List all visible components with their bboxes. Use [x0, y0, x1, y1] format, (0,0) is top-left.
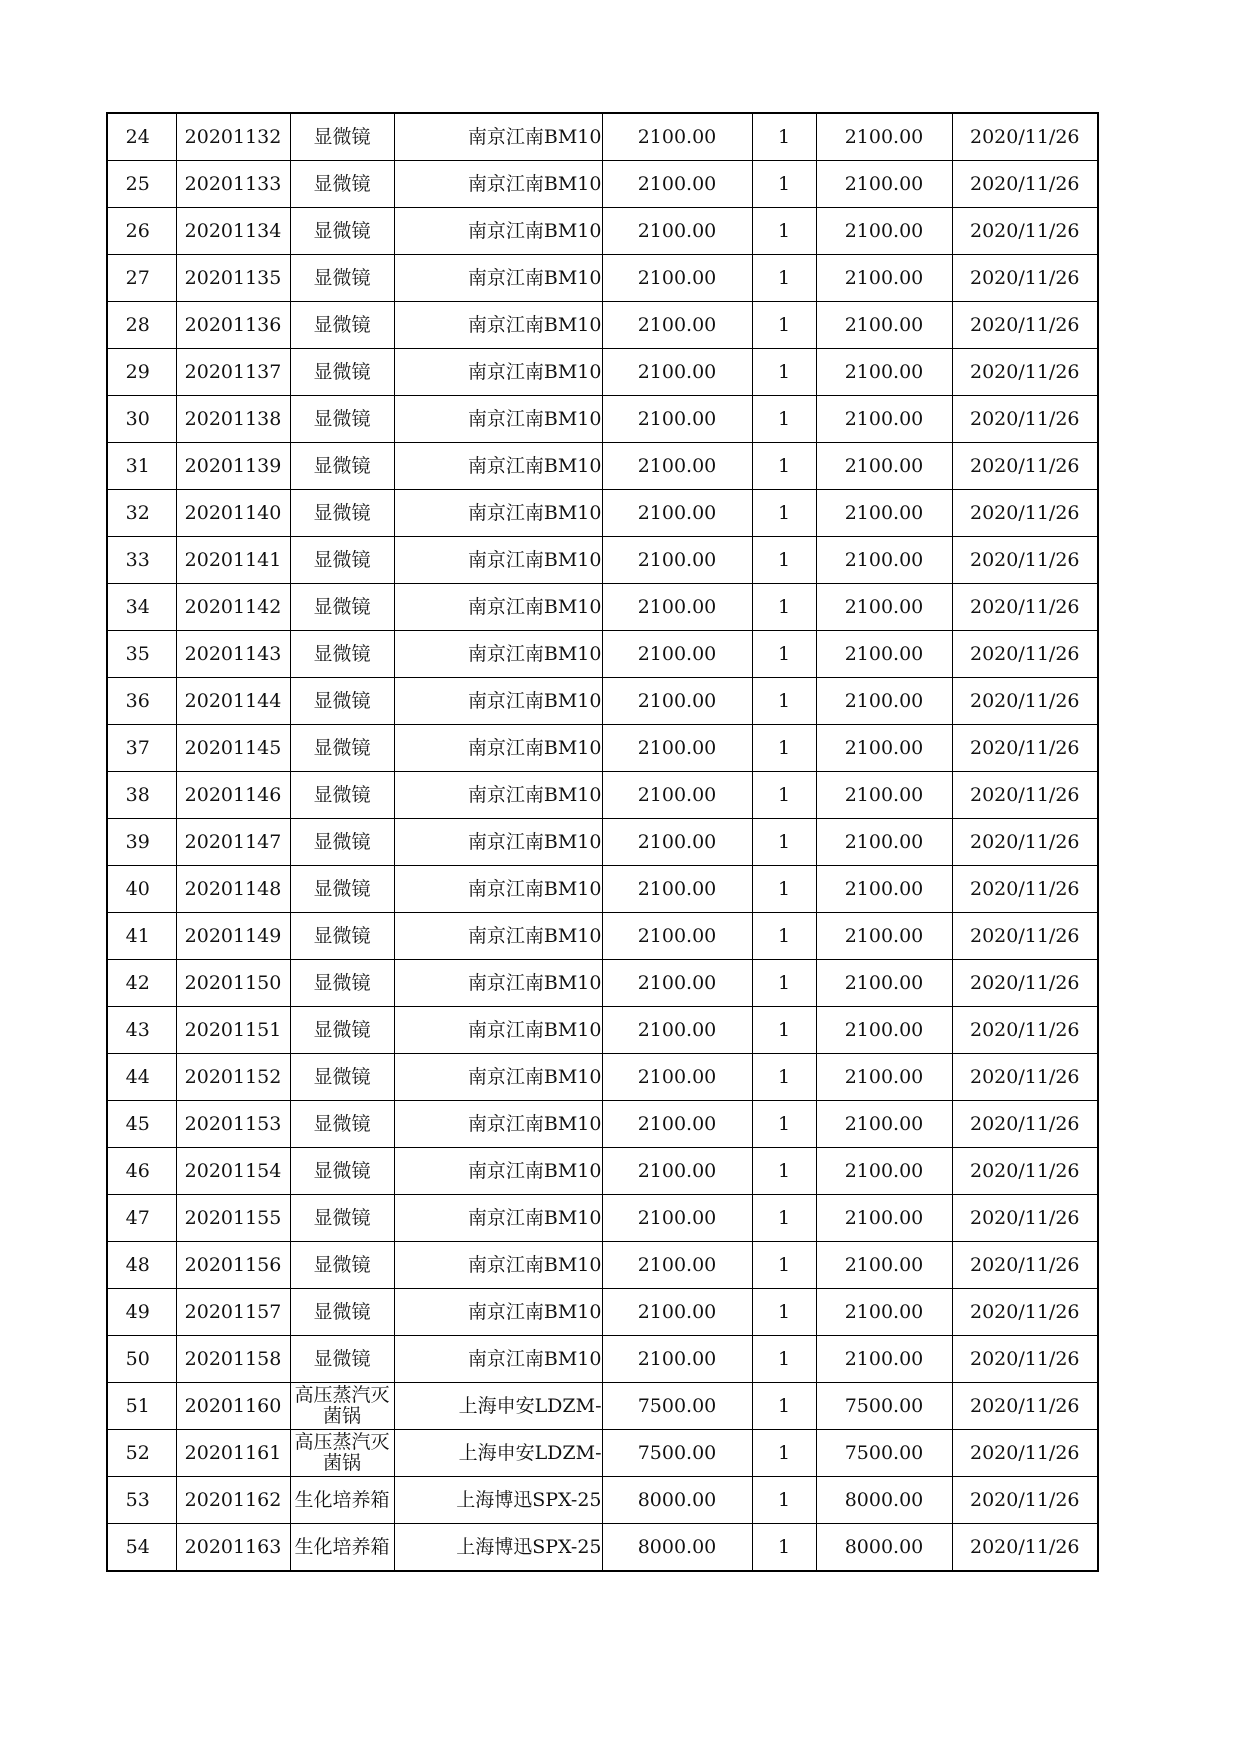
cell-amount: 2100.00	[816, 913, 952, 960]
cell-date: 2020/11/26	[952, 1524, 1098, 1572]
cell-index: 45	[107, 1101, 176, 1148]
table-row	[107, 302, 1098, 349]
cell-amount: 2100.00	[816, 113, 952, 161]
cell-price: 2100.00	[602, 1242, 752, 1289]
cell-code: 20201136	[176, 302, 290, 349]
cell-index: 40	[107, 866, 176, 913]
cell-index: 49	[107, 1289, 176, 1336]
cell-amount: 2100.00	[816, 678, 952, 725]
cell-name: 显微镜	[290, 678, 394, 725]
cell-name: 显微镜	[290, 584, 394, 631]
table-row	[107, 772, 1098, 819]
cell-qty: 1	[752, 349, 816, 396]
cell-price: 2100.00	[602, 960, 752, 1007]
table-row	[107, 866, 1098, 913]
cell-qty: 1	[752, 161, 816, 208]
cell-qty: 1	[752, 819, 816, 866]
cell-amount: 8000.00	[816, 1477, 952, 1524]
cell-date: 2020/11/26	[952, 1383, 1098, 1430]
cell-amount: 2100.00	[816, 208, 952, 255]
table-row	[107, 396, 1098, 443]
cell-qty: 1	[752, 302, 816, 349]
table-row	[107, 537, 1098, 584]
cell-model: 南京江南BM10	[394, 1195, 602, 1242]
table-row	[107, 1289, 1098, 1336]
cell-model: 南京江南BM10	[394, 772, 602, 819]
table-body	[107, 113, 1098, 1571]
cell-amount: 2100.00	[816, 302, 952, 349]
cell-model: 南京江南BM10	[394, 584, 602, 631]
cell-name: 显微镜	[290, 631, 394, 678]
cell-qty: 1	[752, 678, 816, 725]
cell-price: 2100.00	[602, 1054, 752, 1101]
cell-name: 显微镜	[290, 1289, 394, 1336]
cell-code: 20201151	[176, 1007, 290, 1054]
cell-date: 2020/11/26	[952, 161, 1098, 208]
cell-code: 20201150	[176, 960, 290, 1007]
cell-qty: 1	[752, 1477, 816, 1524]
table-row	[107, 1242, 1098, 1289]
cell-amount: 2100.00	[816, 772, 952, 819]
cell-model: 南京江南BM10	[394, 678, 602, 725]
cell-amount: 2100.00	[816, 349, 952, 396]
cell-code: 20201149	[176, 913, 290, 960]
cell-date: 2020/11/26	[952, 678, 1098, 725]
cell-date: 2020/11/26	[952, 1336, 1098, 1383]
cell-name: 显微镜	[290, 1336, 394, 1383]
cell-date: 2020/11/26	[952, 631, 1098, 678]
cell-price: 7500.00	[602, 1383, 752, 1430]
cell-index: 43	[107, 1007, 176, 1054]
cell-model: 南京江南BM10	[394, 396, 602, 443]
cell-amount: 8000.00	[816, 1524, 952, 1572]
cell-date: 2020/11/26	[952, 866, 1098, 913]
cell-code: 20201163	[176, 1524, 290, 1572]
cell-price: 2100.00	[602, 1101, 752, 1148]
cell-qty: 1	[752, 584, 816, 631]
cell-model: 上海申安LDZM-	[394, 1430, 602, 1477]
cell-amount: 2100.00	[816, 443, 952, 490]
cell-index: 53	[107, 1477, 176, 1524]
cell-price: 2100.00	[602, 1195, 752, 1242]
cell-amount: 2100.00	[816, 584, 952, 631]
cell-price: 2100.00	[602, 1148, 752, 1195]
cell-date: 2020/11/26	[952, 1007, 1098, 1054]
cell-name: 显微镜	[290, 396, 394, 443]
cell-price: 2100.00	[602, 1007, 752, 1054]
cell-date: 2020/11/26	[952, 396, 1098, 443]
cell-name: 显微镜	[290, 349, 394, 396]
cell-code: 20201134	[176, 208, 290, 255]
cell-price: 2100.00	[602, 537, 752, 584]
cell-price: 2100.00	[602, 396, 752, 443]
cell-model: 南京江南BM10	[394, 1007, 602, 1054]
cell-amount: 2100.00	[816, 631, 952, 678]
cell-model: 南京江南BM10	[394, 1336, 602, 1383]
cell-code: 20201158	[176, 1336, 290, 1383]
cell-date: 2020/11/26	[952, 725, 1098, 772]
cell-price: 2100.00	[602, 113, 752, 161]
table-row	[107, 725, 1098, 772]
cell-code: 20201132	[176, 113, 290, 161]
cell-amount: 2100.00	[816, 161, 952, 208]
cell-price: 2100.00	[602, 208, 752, 255]
cell-name: 显微镜	[290, 490, 394, 537]
cell-model: 南京江南BM10	[394, 490, 602, 537]
cell-date: 2020/11/26	[952, 913, 1098, 960]
cell-price: 7500.00	[602, 1430, 752, 1477]
cell-qty: 1	[752, 1148, 816, 1195]
cell-name: 显微镜	[290, 208, 394, 255]
cell-model: 上海博迅SPX-25	[394, 1477, 602, 1524]
cell-index: 33	[107, 537, 176, 584]
cell-model: 南京江南BM10	[394, 1289, 602, 1336]
cell-name: 显微镜	[290, 1195, 394, 1242]
cell-code: 20201141	[176, 537, 290, 584]
cell-date: 2020/11/26	[952, 1289, 1098, 1336]
cell-name: 显微镜	[290, 113, 394, 161]
table-row	[107, 490, 1098, 537]
table-row	[107, 161, 1098, 208]
cell-index: 41	[107, 913, 176, 960]
cell-code: 20201142	[176, 584, 290, 631]
cell-amount: 2100.00	[816, 819, 952, 866]
cell-index: 48	[107, 1242, 176, 1289]
table-row	[107, 1101, 1098, 1148]
cell-code: 20201161	[176, 1430, 290, 1477]
cell-date: 2020/11/26	[952, 537, 1098, 584]
cell-model: 南京江南BM10	[394, 819, 602, 866]
cell-code: 20201139	[176, 443, 290, 490]
cell-model: 南京江南BM10	[394, 113, 602, 161]
cell-qty: 1	[752, 913, 816, 960]
cell-date: 2020/11/26	[952, 113, 1098, 161]
cell-name: 显微镜	[290, 443, 394, 490]
table-row	[107, 1007, 1098, 1054]
cell-qty: 1	[752, 1242, 816, 1289]
cell-code: 20201157	[176, 1289, 290, 1336]
table-row	[107, 255, 1098, 302]
cell-index: 42	[107, 960, 176, 1007]
table-row	[107, 960, 1098, 1007]
cell-name: 显微镜	[290, 819, 394, 866]
cell-amount: 7500.00	[816, 1383, 952, 1430]
cell-model: 南京江南BM10	[394, 960, 602, 1007]
table-row	[107, 349, 1098, 396]
cell-name: 生化培养箱	[290, 1524, 394, 1572]
cell-model: 南京江南BM10	[394, 349, 602, 396]
cell-index: 46	[107, 1148, 176, 1195]
cell-code: 20201160	[176, 1383, 290, 1430]
table-row	[107, 113, 1098, 161]
cell-price: 2100.00	[602, 1336, 752, 1383]
cell-model: 南京江南BM10	[394, 443, 602, 490]
cell-model: 南京江南BM10	[394, 1242, 602, 1289]
cell-qty: 1	[752, 537, 816, 584]
cell-date: 2020/11/26	[952, 1054, 1098, 1101]
cell-qty: 1	[752, 443, 816, 490]
cell-qty: 1	[752, 1383, 816, 1430]
cell-index: 30	[107, 396, 176, 443]
cell-code: 20201153	[176, 1101, 290, 1148]
cell-price: 2100.00	[602, 1289, 752, 1336]
cell-index: 51	[107, 1383, 176, 1430]
cell-amount: 2100.00	[816, 1054, 952, 1101]
cell-date: 2020/11/26	[952, 960, 1098, 1007]
table-row	[107, 584, 1098, 631]
cell-code: 20201154	[176, 1148, 290, 1195]
cell-qty: 1	[752, 1007, 816, 1054]
table-row	[107, 1524, 1098, 1572]
cell-name: 显微镜	[290, 255, 394, 302]
cell-name: 生化培养箱	[290, 1477, 394, 1524]
cell-qty: 1	[752, 631, 816, 678]
cell-date: 2020/11/26	[952, 349, 1098, 396]
cell-name: 显微镜	[290, 725, 394, 772]
cell-index: 34	[107, 584, 176, 631]
cell-name: 显微镜	[290, 1054, 394, 1101]
cell-model: 上海申安LDZM-	[394, 1383, 602, 1430]
cell-qty: 1	[752, 1524, 816, 1572]
cell-index: 52	[107, 1430, 176, 1477]
cell-date: 2020/11/26	[952, 584, 1098, 631]
cell-index: 54	[107, 1524, 176, 1572]
cell-code: 20201155	[176, 1195, 290, 1242]
cell-amount: 2100.00	[816, 396, 952, 443]
cell-price: 2100.00	[602, 490, 752, 537]
cell-name: 显微镜	[290, 537, 394, 584]
cell-amount: 2100.00	[816, 490, 952, 537]
table-row	[107, 678, 1098, 725]
cell-index: 37	[107, 725, 176, 772]
cell-index: 47	[107, 1195, 176, 1242]
cell-amount: 2100.00	[816, 725, 952, 772]
cell-name: 显微镜	[290, 913, 394, 960]
cell-price: 2100.00	[602, 725, 752, 772]
cell-model: 南京江南BM10	[394, 1101, 602, 1148]
cell-amount: 2100.00	[816, 1148, 952, 1195]
cell-qty: 1	[752, 960, 816, 1007]
cell-amount: 2100.00	[816, 1242, 952, 1289]
cell-index: 25	[107, 161, 176, 208]
cell-qty: 1	[752, 1289, 816, 1336]
cell-qty: 1	[752, 113, 816, 161]
cell-name: 显微镜	[290, 1101, 394, 1148]
cell-price: 2100.00	[602, 631, 752, 678]
cell-date: 2020/11/26	[952, 1101, 1098, 1148]
table-row	[107, 443, 1098, 490]
cell-price: 8000.00	[602, 1524, 752, 1572]
cell-index: 44	[107, 1054, 176, 1101]
cell-model: 南京江南BM10	[394, 725, 602, 772]
cell-qty: 1	[752, 866, 816, 913]
table-row	[107, 1195, 1098, 1242]
cell-date: 2020/11/26	[952, 255, 1098, 302]
cell-model: 南京江南BM10	[394, 161, 602, 208]
cell-price: 2100.00	[602, 161, 752, 208]
cell-price: 2100.00	[602, 913, 752, 960]
cell-price: 2100.00	[602, 302, 752, 349]
cell-amount: 2100.00	[816, 1195, 952, 1242]
cell-qty: 1	[752, 396, 816, 443]
cell-name: 显微镜	[290, 161, 394, 208]
cell-amount: 2100.00	[816, 255, 952, 302]
cell-model: 南京江南BM10	[394, 631, 602, 678]
cell-index: 36	[107, 678, 176, 725]
table-row	[107, 208, 1098, 255]
table-row	[107, 1336, 1098, 1383]
cell-name: 高压蒸汽灭菌锅	[290, 1430, 394, 1477]
table-row	[107, 1383, 1098, 1430]
cell-amount: 2100.00	[816, 537, 952, 584]
cell-code: 20201135	[176, 255, 290, 302]
cell-name: 高压蒸汽灭菌锅	[290, 1383, 394, 1430]
cell-code: 20201133	[176, 161, 290, 208]
cell-date: 2020/11/26	[952, 208, 1098, 255]
cell-model: 南京江南BM10	[394, 302, 602, 349]
table-row	[107, 819, 1098, 866]
cell-amount: 2100.00	[816, 866, 952, 913]
cell-index: 39	[107, 819, 176, 866]
cell-amount: 2100.00	[816, 960, 952, 1007]
cell-index: 35	[107, 631, 176, 678]
cell-index: 29	[107, 349, 176, 396]
cell-date: 2020/11/26	[952, 1430, 1098, 1477]
cell-date: 2020/11/26	[952, 1195, 1098, 1242]
cell-date: 2020/11/26	[952, 443, 1098, 490]
cell-date: 2020/11/26	[952, 490, 1098, 537]
cell-price: 2100.00	[602, 255, 752, 302]
cell-index: 28	[107, 302, 176, 349]
cell-code: 20201145	[176, 725, 290, 772]
cell-name: 显微镜	[290, 866, 394, 913]
cell-date: 2020/11/26	[952, 302, 1098, 349]
cell-code: 20201146	[176, 772, 290, 819]
cell-qty: 1	[752, 255, 816, 302]
cell-price: 2100.00	[602, 772, 752, 819]
cell-code: 20201144	[176, 678, 290, 725]
cell-model: 上海博迅SPX-25	[394, 1524, 602, 1572]
cell-name: 显微镜	[290, 1242, 394, 1289]
cell-code: 20201147	[176, 819, 290, 866]
cell-price: 2100.00	[602, 443, 752, 490]
cell-index: 31	[107, 443, 176, 490]
table-row	[107, 1477, 1098, 1524]
cell-qty: 1	[752, 490, 816, 537]
cell-date: 2020/11/26	[952, 1148, 1098, 1195]
cell-code: 20201143	[176, 631, 290, 678]
cell-model: 南京江南BM10	[394, 537, 602, 584]
cell-code: 20201137	[176, 349, 290, 396]
cell-price: 2100.00	[602, 819, 752, 866]
cell-price: 8000.00	[602, 1477, 752, 1524]
cell-name: 显微镜	[290, 960, 394, 1007]
cell-model: 南京江南BM10	[394, 1054, 602, 1101]
cell-qty: 1	[752, 1336, 816, 1383]
cell-qty: 1	[752, 1430, 816, 1477]
cell-price: 2100.00	[602, 866, 752, 913]
table-row	[107, 913, 1098, 960]
cell-model: 南京江南BM10	[394, 1148, 602, 1195]
table-row	[107, 1430, 1098, 1477]
cell-index: 38	[107, 772, 176, 819]
cell-amount: 2100.00	[816, 1101, 952, 1148]
cell-code: 20201162	[176, 1477, 290, 1524]
cell-date: 2020/11/26	[952, 1477, 1098, 1524]
cell-model: 南京江南BM10	[394, 208, 602, 255]
cell-amount: 2100.00	[816, 1007, 952, 1054]
cell-amount: 2100.00	[816, 1336, 952, 1383]
cell-qty: 1	[752, 772, 816, 819]
cell-qty: 1	[752, 208, 816, 255]
cell-date: 2020/11/26	[952, 819, 1098, 866]
cell-price: 2100.00	[602, 678, 752, 725]
cell-code: 20201152	[176, 1054, 290, 1101]
cell-index: 50	[107, 1336, 176, 1383]
cell-name: 显微镜	[290, 1148, 394, 1195]
cell-price: 2100.00	[602, 584, 752, 631]
cell-date: 2020/11/26	[952, 772, 1098, 819]
cell-model: 南京江南BM10	[394, 913, 602, 960]
cell-code: 20201138	[176, 396, 290, 443]
cell-code: 20201156	[176, 1242, 290, 1289]
cell-model: 南京江南BM10	[394, 255, 602, 302]
cell-index: 26	[107, 208, 176, 255]
cell-price: 2100.00	[602, 349, 752, 396]
cell-code: 20201148	[176, 866, 290, 913]
cell-qty: 1	[752, 725, 816, 772]
cell-name: 显微镜	[290, 772, 394, 819]
cell-code: 20201140	[176, 490, 290, 537]
table-row	[107, 631, 1098, 678]
table-row	[107, 1054, 1098, 1101]
table-row	[107, 1148, 1098, 1195]
equipment-table	[106, 112, 1099, 1572]
cell-amount: 7500.00	[816, 1430, 952, 1477]
cell-model: 南京江南BM10	[394, 866, 602, 913]
cell-index: 24	[107, 113, 176, 161]
cell-index: 27	[107, 255, 176, 302]
cell-name: 显微镜	[290, 302, 394, 349]
cell-name: 显微镜	[290, 1007, 394, 1054]
cell-index: 32	[107, 490, 176, 537]
cell-qty: 1	[752, 1054, 816, 1101]
cell-qty: 1	[752, 1101, 816, 1148]
cell-date: 2020/11/26	[952, 1242, 1098, 1289]
cell-qty: 1	[752, 1195, 816, 1242]
cell-amount: 2100.00	[816, 1289, 952, 1336]
